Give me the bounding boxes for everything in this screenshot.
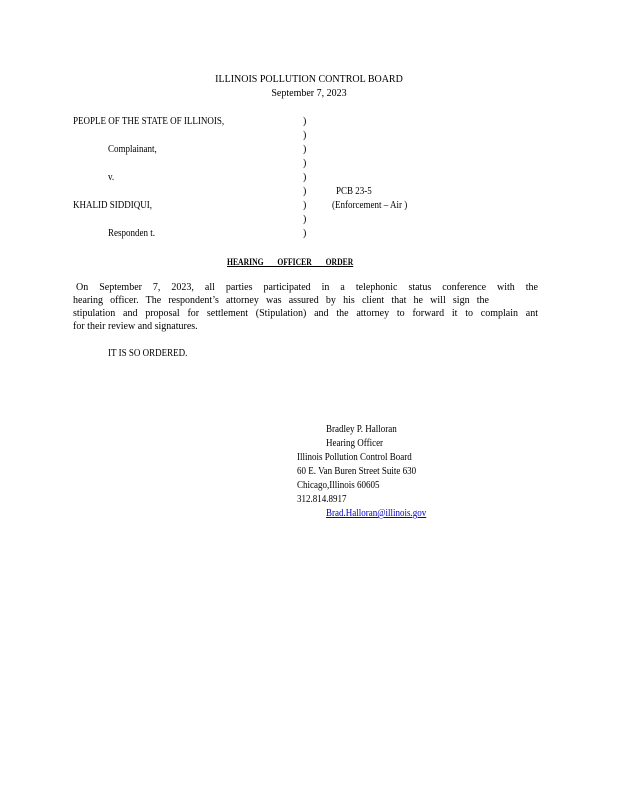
- signer-city: Chicago,Illinois 60605: [297, 480, 380, 491]
- case-type: (Enforcement – Air ): [332, 200, 408, 211]
- defendant-name: KHALID SIDDIQUI,: [73, 200, 152, 211]
- signer-phone: 312.814.8917: [297, 494, 347, 505]
- signer-org: Illinois Pollution Control Board: [297, 452, 412, 463]
- body-line-2: hearing officer. The respondent’s attorney was assured by his client that he will sign the: [73, 295, 489, 306]
- caption-paren: ): [303, 172, 307, 183]
- closing-statement: IT IS SO ORDERED.: [108, 348, 188, 359]
- complainant-label: Complainant,: [108, 144, 157, 155]
- caption-paren: ): [303, 186, 307, 197]
- signer-email-wrap: [326, 508, 426, 520]
- body-line-3: stipulation and proposal for settlement (Stipulation) and the attorney to forward it to complain ant: [73, 308, 538, 319]
- signer-name: Bradley P. Halloran: [326, 424, 397, 435]
- caption-paren: ): [303, 214, 307, 225]
- agency-title: ILLINOIS POLLUTION CONTROL BOARD: [215, 74, 403, 85]
- caption-paren: ): [303, 130, 307, 141]
- caption-paren: ): [303, 144, 307, 155]
- respondent-label: Responden t.: [108, 228, 155, 239]
- body-line-1: On September 7, 2023, all parties participated in a telephonic status conference with the: [76, 282, 538, 293]
- signer-email-link[interactable]: Brad.Halloran@illinois.gov: [326, 508, 427, 519]
- caption-paren: ): [303, 200, 307, 211]
- caption-paren: ): [303, 116, 307, 127]
- document-date: September 7, 2023: [271, 88, 347, 99]
- signer-title: Hearing Officer: [326, 438, 384, 449]
- plaintiff-name: PEOPLE OF THE STATE OF ILLINOIS,: [73, 116, 225, 127]
- case-number: PCB 23-5: [336, 186, 372, 197]
- body-line-4: for their review and signatures.: [73, 321, 198, 332]
- signer-address: 60 E. Van Buren Street Suite 630: [297, 466, 417, 477]
- order-heading: HEARING OFFICER ORDER: [227, 257, 354, 267]
- caption-paren: ): [303, 158, 307, 169]
- caption-paren: ): [303, 228, 307, 239]
- versus-label: v.: [108, 172, 115, 183]
